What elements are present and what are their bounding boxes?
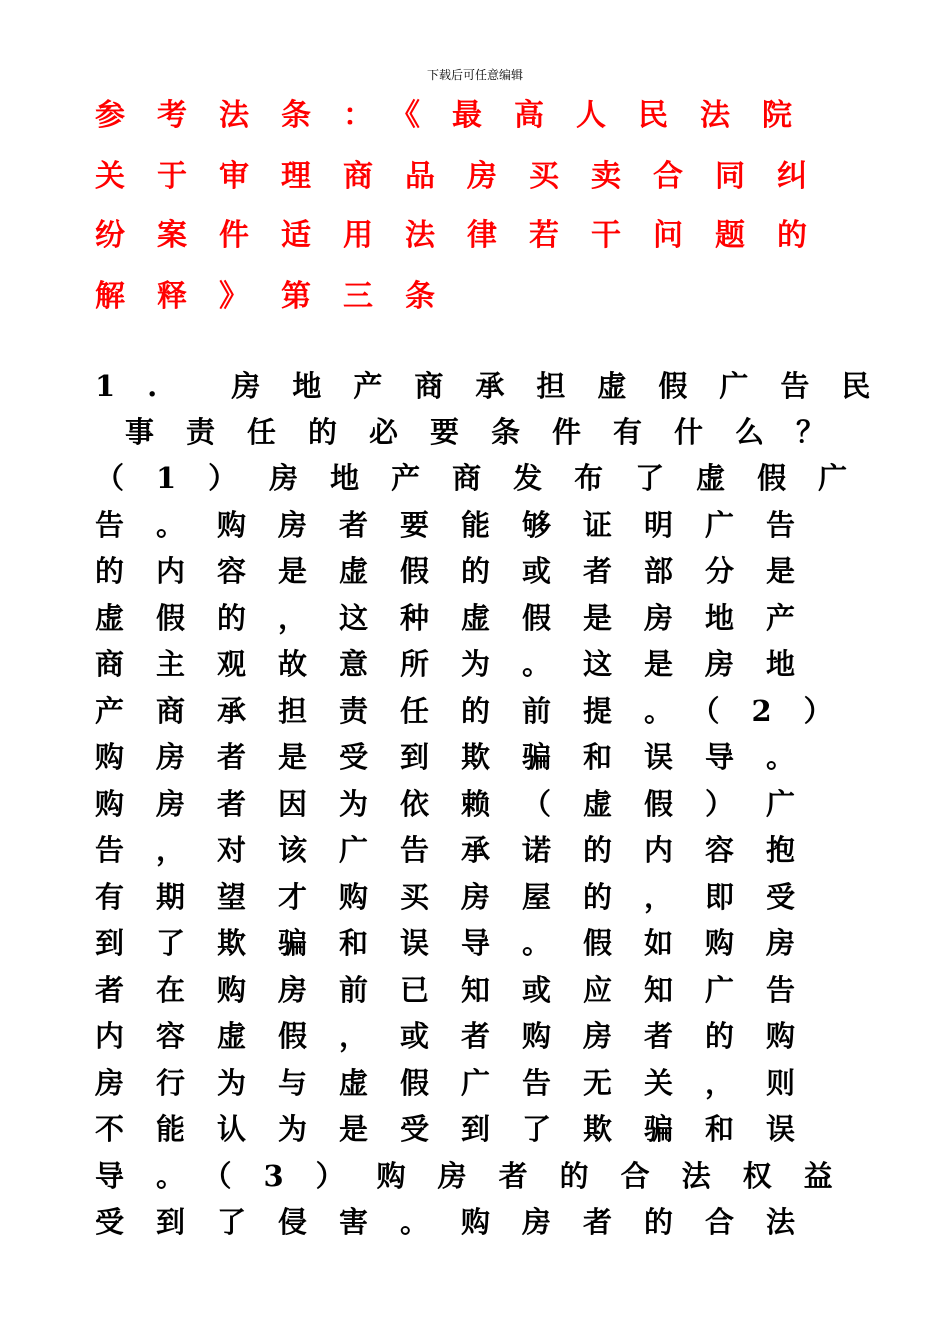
body-line: （1）房地产商发布了虚假广 [95,461,880,495]
body-line: 导。（3）购房者的合法权益 [95,1159,865,1193]
title-line: 参考法条：《最高人民法院 [95,98,824,133]
body-line: 到了欺骗和误导。假如购房 [95,926,828,960]
body-line: 商主观故意所为。这是房地 [95,647,828,681]
body-line: 购房者因为依赖（虚假）广 [95,787,828,821]
body-line: 虚假的，这种虚假是房地产 [95,601,828,635]
body-line: 告，对该广告承诺的内容抱 [95,833,828,867]
body-line: 事责任的必要条件有什么？ [125,415,858,449]
body-line: 的内容是虚假的或者部分是 [95,554,828,588]
body-line: 房行为与虚假广告无关，则 [95,1066,828,1100]
body-line: 不能认为是受到了欺骗和误 [95,1112,828,1146]
body-line: 1. 房地产商承担虚假广告民 [95,369,903,403]
body-line: 受到了侵害。购房者的合法 [95,1205,828,1239]
body-line: 内容虚假，或者购房者的购 [95,1019,828,1053]
header-note: 下载后可任意编辑 [426,68,523,82]
body-line: 产商承担责任的前提。（2） [95,694,865,728]
body-line: 者在购房前已知或应知广告 [95,973,828,1007]
title-line: 解释》第三条 [95,279,467,314]
title-line: 关于审理商品房买卖合同纠 [95,159,839,194]
body-line: 告。购房者要能够证明广告 [95,508,828,542]
title-line: 纷案件适用法律若干问题的 [95,218,839,253]
body-line: 购房者是受到欺骗和误导。 [95,740,828,774]
body-line: 有期望才购买房屋的，即受 [95,880,828,914]
